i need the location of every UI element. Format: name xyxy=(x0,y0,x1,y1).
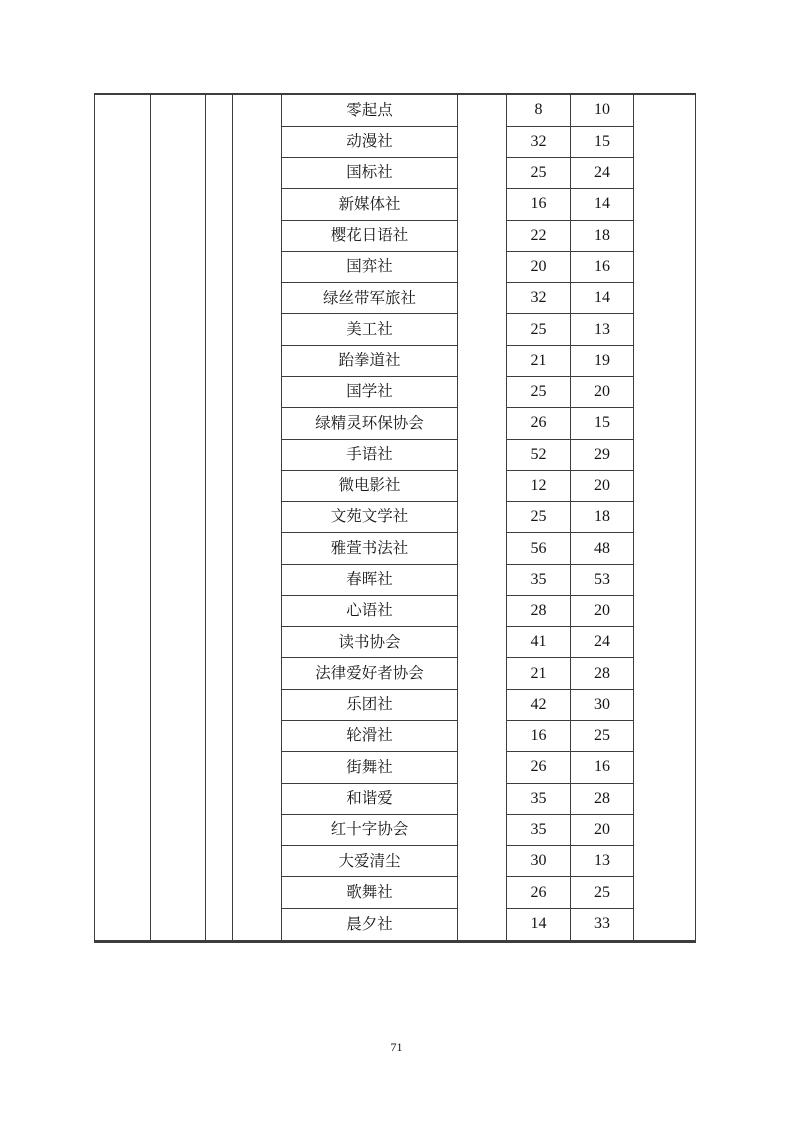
page-number: 71 xyxy=(390,1040,403,1054)
club-name-cell: 晨夕社 xyxy=(282,908,458,941)
club-name-cell: 红十字协会 xyxy=(282,814,458,845)
club-name-cell: 大爱清尘 xyxy=(282,846,458,877)
club-name-cell: 雅萱书法社 xyxy=(282,533,458,564)
club-name-cell: 手语社 xyxy=(282,439,458,470)
count-cell-1: 26 xyxy=(507,408,571,439)
count-cell-1: 28 xyxy=(507,595,571,626)
count-cell-1: 21 xyxy=(507,345,571,376)
count-cell-2: 16 xyxy=(571,752,634,783)
count-cell-1: 30 xyxy=(507,846,571,877)
empty-cell-left-2 xyxy=(151,94,206,942)
count-cell-2: 48 xyxy=(571,533,634,564)
count-cell-1: 25 xyxy=(507,502,571,533)
count-cell-1: 16 xyxy=(507,189,571,220)
count-cell-2: 28 xyxy=(571,783,634,814)
count-cell-2: 20 xyxy=(571,814,634,845)
count-cell-2: 19 xyxy=(571,345,634,376)
club-name-cell: 美工社 xyxy=(282,314,458,345)
empty-cell-right xyxy=(634,94,696,942)
count-cell-2: 20 xyxy=(571,595,634,626)
count-cell-1: 35 xyxy=(507,564,571,595)
count-cell-2: 28 xyxy=(571,658,634,689)
count-cell-1: 35 xyxy=(507,814,571,845)
club-name-cell: 零起点 xyxy=(282,94,458,126)
count-cell-2: 13 xyxy=(571,846,634,877)
club-name-cell: 动漫社 xyxy=(282,126,458,157)
count-cell-1: 32 xyxy=(507,126,571,157)
count-cell-2: 18 xyxy=(571,220,634,251)
club-name-cell: 樱花日语社 xyxy=(282,220,458,251)
count-cell-2: 15 xyxy=(571,408,634,439)
count-cell-2: 30 xyxy=(571,689,634,720)
club-name-cell: 心语社 xyxy=(282,595,458,626)
count-cell-1: 12 xyxy=(507,470,571,501)
count-cell-2: 53 xyxy=(571,564,634,595)
empty-cell-left-3 xyxy=(206,94,233,942)
count-cell-2: 33 xyxy=(571,908,634,941)
club-name-cell: 新媒体社 xyxy=(282,189,458,220)
count-cell-2: 13 xyxy=(571,314,634,345)
clubs-table-body xyxy=(95,94,696,942)
table-row xyxy=(95,94,696,126)
count-cell-1: 25 xyxy=(507,314,571,345)
count-cell-2: 14 xyxy=(571,189,634,220)
club-name-cell: 读书协会 xyxy=(282,627,458,658)
count-cell-2: 16 xyxy=(571,251,634,282)
count-cell-2: 29 xyxy=(571,439,634,470)
count-cell-2: 15 xyxy=(571,126,634,157)
club-name-cell: 法律爱好者协会 xyxy=(282,658,458,689)
club-name-cell: 微电影社 xyxy=(282,470,458,501)
count-cell-2: 10 xyxy=(571,94,634,126)
clubs-table xyxy=(94,93,696,943)
count-cell-1: 16 xyxy=(507,721,571,752)
count-cell-1: 26 xyxy=(507,752,571,783)
count-cell-2: 18 xyxy=(571,502,634,533)
count-cell-1: 21 xyxy=(507,658,571,689)
count-cell-1: 20 xyxy=(507,251,571,282)
club-name-cell: 街舞社 xyxy=(282,752,458,783)
club-name-cell: 国标社 xyxy=(282,157,458,188)
count-cell-2: 24 xyxy=(571,627,634,658)
club-name-cell: 轮滑社 xyxy=(282,721,458,752)
count-cell-1: 52 xyxy=(507,439,571,470)
club-name-cell: 和谐爱 xyxy=(282,783,458,814)
count-cell-1: 8 xyxy=(507,94,571,126)
count-cell-2: 20 xyxy=(571,470,634,501)
count-cell-1: 41 xyxy=(507,627,571,658)
club-name-cell: 乐团社 xyxy=(282,689,458,720)
club-name-cell: 绿精灵环保协会 xyxy=(282,408,458,439)
count-cell-1: 35 xyxy=(507,783,571,814)
count-cell-1: 14 xyxy=(507,908,571,941)
count-cell-1: 42 xyxy=(507,689,571,720)
club-name-cell: 春晖社 xyxy=(282,564,458,595)
empty-cell-left-4 xyxy=(233,94,282,942)
count-cell-2: 25 xyxy=(571,877,634,908)
count-cell-1: 32 xyxy=(507,283,571,314)
club-name-cell: 文苑文学社 xyxy=(282,502,458,533)
club-name-cell: 跆拳道社 xyxy=(282,345,458,376)
count-cell-2: 24 xyxy=(571,157,634,188)
count-cell-1: 25 xyxy=(507,157,571,188)
club-name-cell: 国学社 xyxy=(282,376,458,407)
count-cell-2: 25 xyxy=(571,721,634,752)
club-name-cell: 绿丝带军旅社 xyxy=(282,283,458,314)
empty-cell-left-1 xyxy=(95,94,151,942)
count-cell-2: 20 xyxy=(571,376,634,407)
count-cell-1: 25 xyxy=(507,376,571,407)
club-name-cell: 国弈社 xyxy=(282,251,458,282)
empty-cell-middle xyxy=(458,94,507,942)
count-cell-1: 56 xyxy=(507,533,571,564)
count-cell-2: 14 xyxy=(571,283,634,314)
count-cell-1: 26 xyxy=(507,877,571,908)
count-cell-1: 22 xyxy=(507,220,571,251)
club-name-cell: 歌舞社 xyxy=(282,877,458,908)
